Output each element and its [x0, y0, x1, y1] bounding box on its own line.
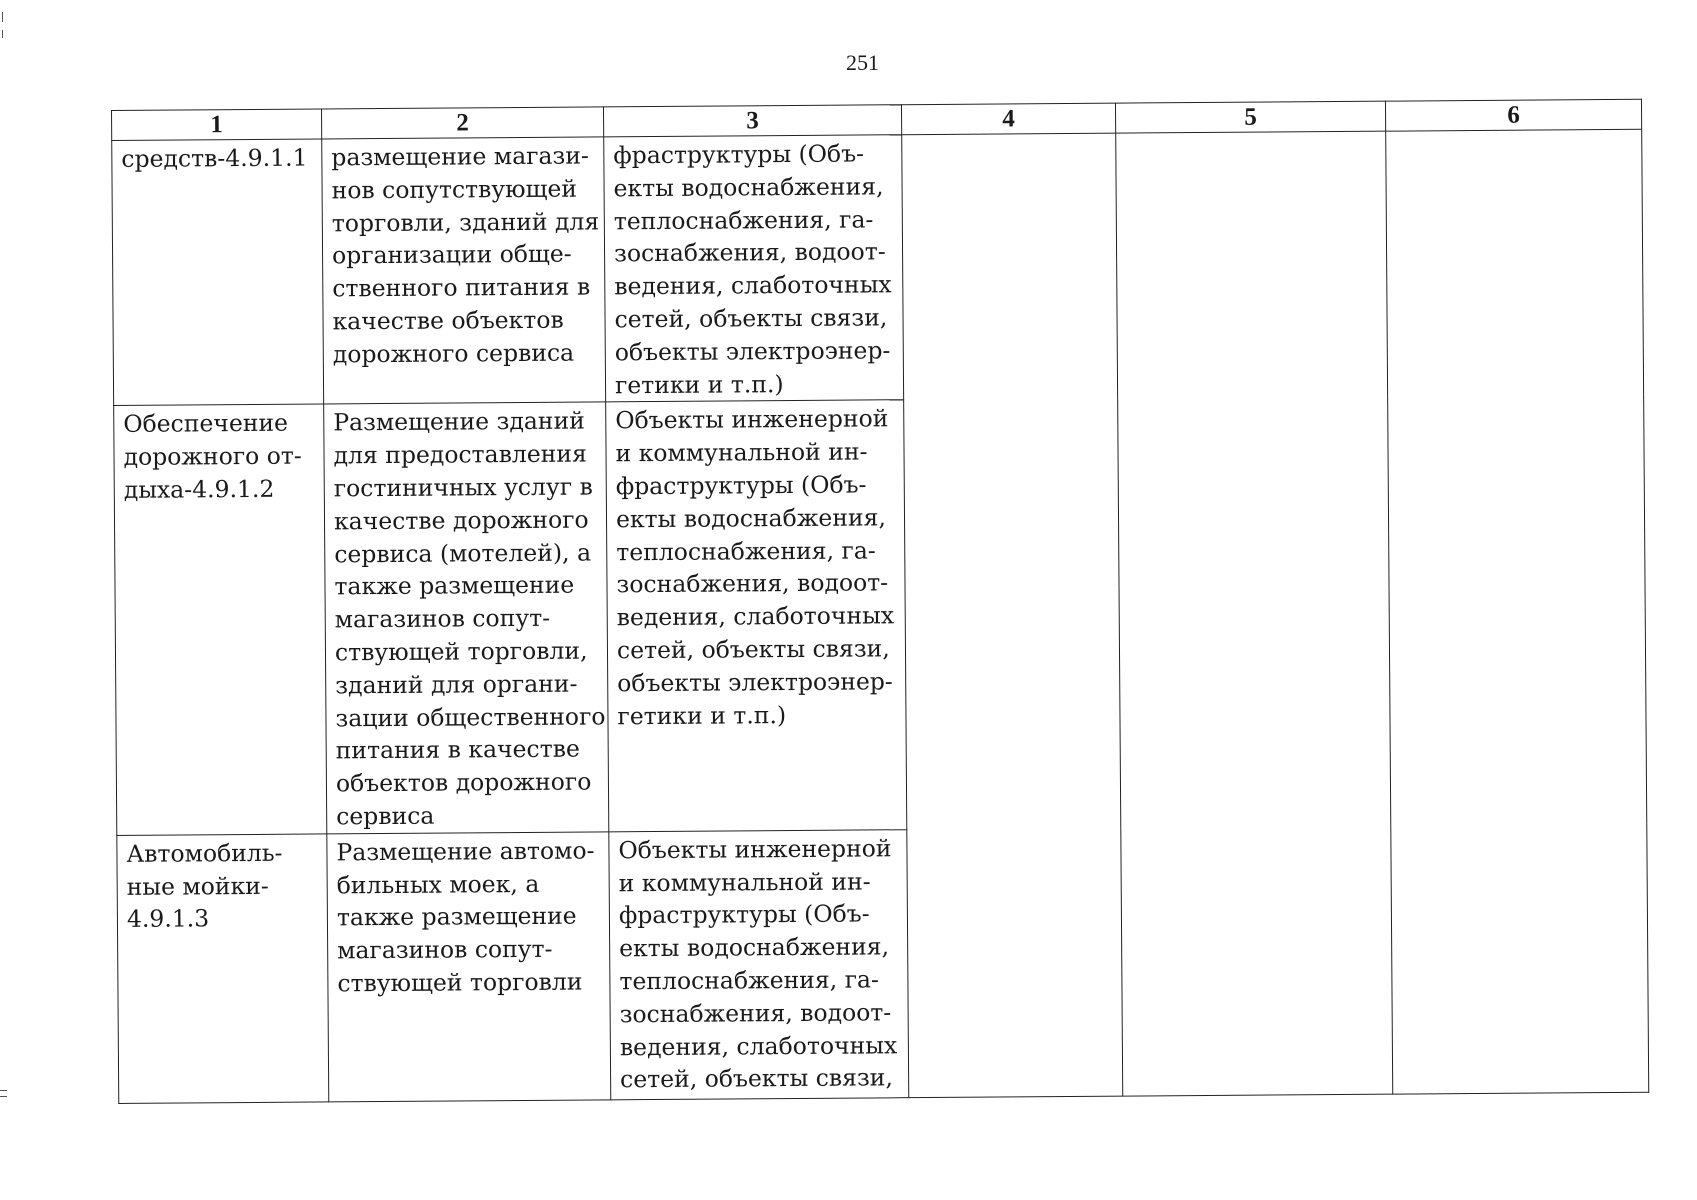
cell-line: объекты электроэнер-: [617, 667, 893, 698]
cell-line: теплоснабжения, га-: [619, 965, 880, 996]
cell-line: ствующей торговли,: [334, 636, 588, 667]
cell-line: зоснабжения, водоот-: [613, 237, 886, 268]
cell-line: и коммунальной ин-: [618, 866, 871, 897]
cell-line: торговли, зданий для: [331, 207, 600, 237]
cell-line: гетики и т.п.): [614, 369, 784, 399]
cell-line: Объекты инженерной: [615, 404, 889, 435]
cell-line: теплоснабжения, га-: [616, 535, 876, 566]
row-1-col-2: [322, 137, 606, 404]
scan-mark-bottom: [0, 1090, 7, 1091]
cell-line: дыха-4.9.1.2: [123, 474, 275, 504]
cell-line: питания в качестве: [335, 734, 580, 765]
cell-line: гетики и т.п.): [617, 700, 787, 730]
cell-line: нов сопутствующей: [331, 174, 578, 205]
cell-line: екты водоснабжения,: [615, 503, 887, 534]
cell-line: качестве объектов: [332, 305, 564, 336]
cell-line: екты водоснабжения,: [619, 932, 890, 963]
row-2-col-1: [114, 404, 327, 835]
row-1-col-1: [112, 139, 324, 406]
scan-mark-top-2: [2, 30, 3, 38]
cell-line: ведения, слаботочных: [619, 1030, 898, 1061]
cell-line: ные мойки-: [126, 871, 269, 901]
row-2-col-2: [324, 402, 609, 833]
cell-line: ведения, слаботочных: [616, 601, 895, 632]
cell-line: средств-4.9.1.1: [121, 143, 308, 173]
cell-line: зоснабжения, водоот-: [619, 998, 892, 1029]
cell-line: дорожного сервиса: [332, 338, 575, 369]
table-row: [112, 129, 1644, 406]
page-number: 251: [846, 50, 879, 75]
col-5-empty-cell: [1116, 131, 1393, 1096]
row-3-col-3: [609, 829, 909, 1099]
cell-line: Объекты инженерной: [618, 834, 892, 865]
data-table: [111, 99, 1649, 1104]
cell-line: Автомобиль-: [126, 838, 283, 868]
cell-line: Размещение зданий: [333, 406, 585, 437]
header-col-5: 5: [1115, 101, 1385, 133]
cell-line: сетей, объекты связи,: [614, 303, 888, 334]
cell-line: размещение магази-: [331, 141, 590, 172]
cell-line: сетей, объекты связи,: [616, 634, 890, 665]
row-3-col-1: [117, 834, 329, 1104]
row-2-col-3: [606, 400, 907, 832]
row-3-col-2: [327, 832, 611, 1102]
header-col-3: 3: [603, 105, 901, 137]
cell-line: дорожного от-: [123, 441, 302, 472]
cell-line: бильных моек, а: [336, 869, 540, 899]
cell-line: организации обще-: [331, 240, 572, 270]
cell-line: 4.9.1.3: [126, 904, 210, 934]
cell-line: объекты электроэнер-: [614, 336, 891, 367]
header-col-2: 2: [321, 107, 603, 139]
cell-line: гостиничных услуг в: [333, 472, 593, 503]
cell-line: магазинов сопут-: [337, 934, 553, 965]
cell-line: сервиса (мотелей), а: [334, 538, 592, 568]
cell-line: теплоснабжения, га-: [613, 205, 874, 235]
header-col-6: 6: [1385, 99, 1641, 131]
scan-mark-bottom-2: [0, 1096, 7, 1097]
cell-line: зоснабжения, водоот-: [616, 568, 889, 599]
cell-line: ствующей торговли: [337, 967, 583, 998]
cell-line: фраструктуры (Объ-: [613, 139, 865, 170]
cell-line: екты водоснабжения,: [613, 172, 884, 203]
cell-line: сервиса: [336, 801, 435, 831]
row-1-col-3: [604, 135, 904, 403]
cell-line: также размещение: [336, 901, 577, 932]
scan-mark-top: [2, 12, 3, 22]
col-6-empty-cell: [1386, 129, 1649, 1094]
cell-line: зации общественного: [335, 701, 606, 732]
cell-line: магазинов сопут-: [334, 603, 551, 634]
cell-line: также размещение: [334, 570, 575, 601]
cell-line: зданий для органи-: [335, 669, 578, 700]
cell-line: Обеспечение: [123, 409, 289, 439]
cell-line: и коммунальной ин-: [615, 437, 868, 468]
cell-line: ственного питания в: [332, 272, 591, 303]
cell-line: Размещение автомо-: [336, 836, 595, 867]
col-4-empty-cell: [902, 133, 1123, 1097]
cell-line: сетей, объекты связи,: [620, 1063, 893, 1094]
cell-line: для предоставления: [333, 439, 587, 470]
cell-line: ведения, слаботочных: [614, 270, 892, 301]
header-col-4: 4: [901, 103, 1115, 135]
cell-line: фраструктуры (Объ-: [615, 470, 867, 501]
cell-line: качестве дорожного: [333, 505, 589, 536]
cell-line: фраструктуры (Объ-: [618, 899, 870, 930]
cell-line: объектов дорожного: [335, 767, 592, 798]
header-col-1: 1: [112, 109, 322, 141]
